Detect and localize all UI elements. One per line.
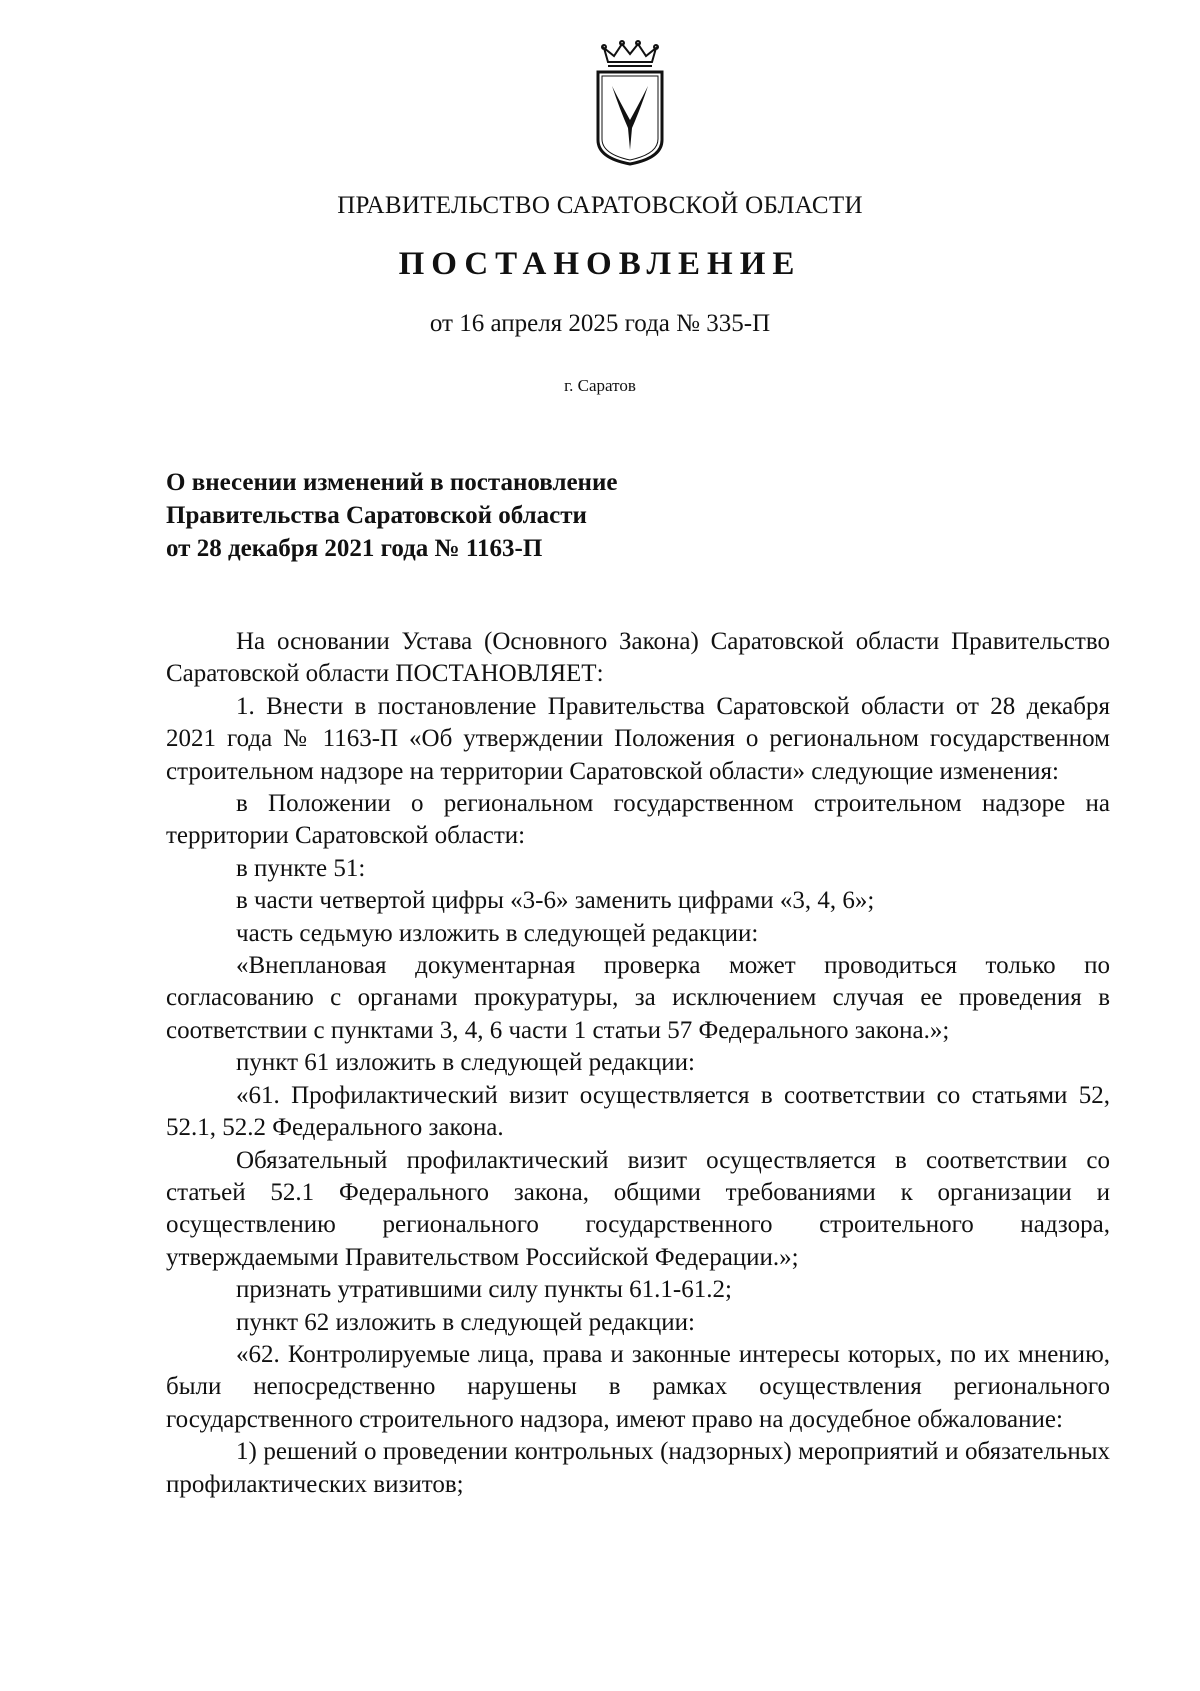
body-paragraph: пункт 61 изложить в следующей редакции:: [236, 1049, 695, 1077]
body-paragraph: «62. Контролируемые лица, права и законные интересы которых, по их мнению, были непосредственно нарушены в рамках осуществления регионального государственного строительного надзора, имеют право на досудебное обжалование:: [166, 1340, 1110, 1433]
document-subject: [166, 466, 617, 565]
document-type: ПОСТАНОВЛЕНИЕ: [398, 246, 802, 282]
government-name: ПРАВИТЕЛЬСТВО САРАТОВСКОЙ ОБЛАСТИ: [337, 192, 863, 219]
body-paragraph: 1. Внести в постановление Правительства Саратовской области от 28 декабря 2021 года № 1163-П «Об утверждении Положения о региональном государственном строительном надзоре на территории Саратовской области» следующие изменения:: [166, 692, 1110, 785]
body-paragraph: «Внеплановая документарная проверка может проводиться только по согласованию с органами прокуратуры, за исключением случая ее проведения в соответствии с пунктами 3, 4, 6 части 1 статьи 57 Федерального закона.»;: [166, 952, 1110, 1044]
body-paragraph: пункт 62 изложить в следующей редакции:: [236, 1308, 695, 1336]
body-paragraph: «61. Профилактический визит осуществляется в соответствии со статьями 52, 52.1, 52.2 Федерального закона.: [166, 1081, 1110, 1142]
body-paragraph: признать утратившими силу пункты 61.1-61.2;: [236, 1276, 732, 1304]
body-paragraph: в пункте 51:: [236, 854, 366, 882]
document-city: г. Саратов: [564, 376, 636, 395]
subject-line: от 28 декабря 2021 года № 1163-П: [166, 535, 543, 562]
document-body: [166, 626, 1110, 1501]
body-paragraph: в Положении о региональном государственном строительном надзоре на территории Саратовской области:: [166, 790, 1110, 850]
body-paragraph: На основании Устава (Основного Закона) Саратовской области Правительство Саратовской области ПОСТАНОВЛЯЕТ:: [166, 628, 1110, 688]
body-paragraph: Обязательный профилактический визит осуществляется в соответствии со статьей 52.1 Федерального закона, общими требованиями к организации и осуществлению регионального государственного строительного надзора, утверждаемыми Правительством Российской Федерации.»;: [166, 1146, 1110, 1271]
subject-line: Правительства Саратовской области: [166, 502, 587, 529]
coat-of-arms-emblem: [590, 40, 670, 168]
body-paragraph: в части четвертой цифры «3-6» заменить цифрами «3, 4, 6»;: [236, 887, 875, 915]
body-paragraph: 1) решений о проведении контрольных (надзорных) мероприятий и обязательных профилактических визитов;: [166, 1438, 1110, 1498]
document-date-number: от 16 апреля 2025 года № 335-П: [429, 310, 771, 337]
subject-line: О внесении изменений в постановление: [166, 469, 618, 496]
body-paragraph: часть седьмую изложить в следующей редакции:: [236, 919, 759, 947]
